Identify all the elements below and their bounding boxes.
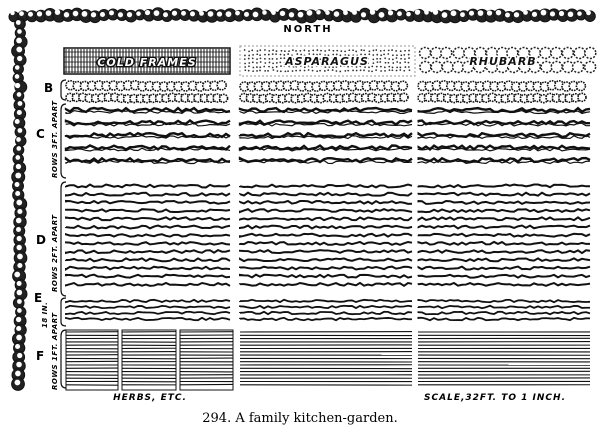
section-f-label: F — [36, 349, 45, 363]
rows-2ft-note: ROWS 2FT. APART — [51, 214, 59, 292]
scale-label: SCALE,32FT. TO 1 INCH. — [424, 393, 566, 403]
crop-rows-east — [418, 81, 590, 385]
crop-rows-middle — [240, 81, 412, 385]
rows-18in-note: 18 IN. — [41, 301, 49, 328]
section-d-label: D — [36, 233, 46, 247]
rhubarb-label: RHUBARB — [469, 55, 537, 68]
north-label: NORTH — [283, 24, 333, 35]
section-b-label: B — [44, 81, 54, 95]
asparagus-bed — [240, 46, 415, 76]
cold-frames-label: COLD FRAMES — [97, 56, 197, 69]
crop-rows-west — [66, 81, 233, 390]
rhubarb-bed — [420, 48, 596, 73]
asparagus-label: ASPARAGUS — [285, 55, 369, 68]
section-c-label: C — [36, 127, 45, 141]
cold-frames-bed — [64, 48, 230, 74]
section-e-label: E — [34, 291, 43, 305]
rows-3ft-note: ROWS 3FT. APART — [51, 100, 59, 178]
herbs-label: HERBS, ETC. — [113, 393, 187, 403]
rows-1ft-note: ROWS 1FT. APART — [51, 312, 59, 390]
figure-caption: 294. A family kitchen-garden. — [202, 411, 398, 426]
